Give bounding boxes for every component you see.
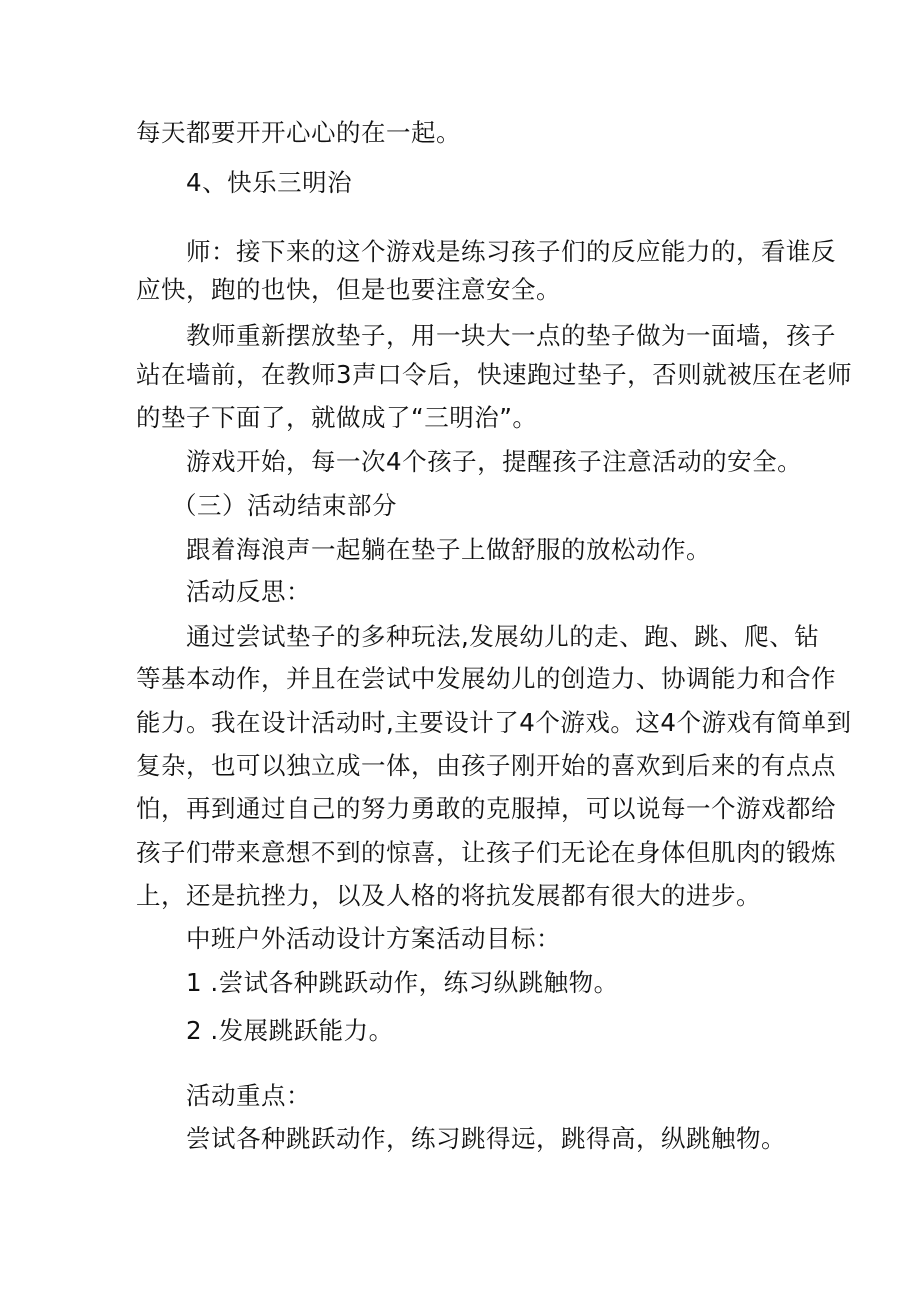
list-item: 2 .发展跳跃能力。 xyxy=(186,1016,394,1045)
text-line: 尝试各种跳跃动作，练习跳得远，跳得高，纵跳触物。 xyxy=(186,1124,786,1153)
list-item: 1 .尝试各种跳跃动作，练习纵跳触物。 xyxy=(186,968,619,997)
section-heading: 活动反思： xyxy=(186,577,311,606)
text-line: 每天都要开开心心的在一起。 xyxy=(136,118,461,147)
text-line: 上，还是抗挫力，以及人格的将抗发展都有很大的进步。 xyxy=(136,881,761,910)
text-line: 复杂，也可以独立成一体，由孩子刚开始的喜欢到后来的有点点 xyxy=(136,751,836,780)
text-line: 孩子们带来意想不到的惊喜，让孩子们无论在身体但肌肉的锻炼 xyxy=(136,838,836,867)
text-line: 教师重新摆放垫子，用一块大一点的垫子做为一面墙，孩子 xyxy=(186,321,836,350)
text-line: 通过尝试垫子的多种玩法,发展幼儿的走、跑、跳、爬、钻 xyxy=(186,622,820,651)
section-heading: 4、快乐三明治 xyxy=(186,168,353,197)
text-line: 游戏开始，每一次4个孩子，提醒孩子注意活动的安全。 xyxy=(186,447,803,476)
text-line: 跟着海浪声一起躺在垫子上做舒服的放松动作。 xyxy=(186,535,711,564)
text-line: 师：接下来的这个游戏是练习孩子们的反应能力的，看谁反 xyxy=(186,237,836,266)
section-heading: 中班户外活动设计方案活动目标： xyxy=(186,924,561,953)
text-line: 能力。我在设计活动时,主要设计了4个游戏。这4个游戏有简单到 xyxy=(136,708,852,737)
text-line: 应快，跑的也快，但是也要注意安全。 xyxy=(136,275,561,304)
section-heading: 活动重点： xyxy=(186,1081,311,1110)
text-line: 的垫子下面了，就做成了“三明治”。 xyxy=(136,403,538,432)
text-line: 站在墙前，在教师3声口令后，快速跑过垫子，否则就被压在老师 xyxy=(136,360,853,389)
text-line: 等基本动作，并且在尝试中发展幼儿的创造力、协调能力和合作 xyxy=(136,664,836,693)
section-heading: （三）活动结束部分 xyxy=(172,491,397,520)
text-line: 怕，再到通过自己的努力勇敢的克服掉，可以说每一个游戏都给 xyxy=(136,794,836,823)
